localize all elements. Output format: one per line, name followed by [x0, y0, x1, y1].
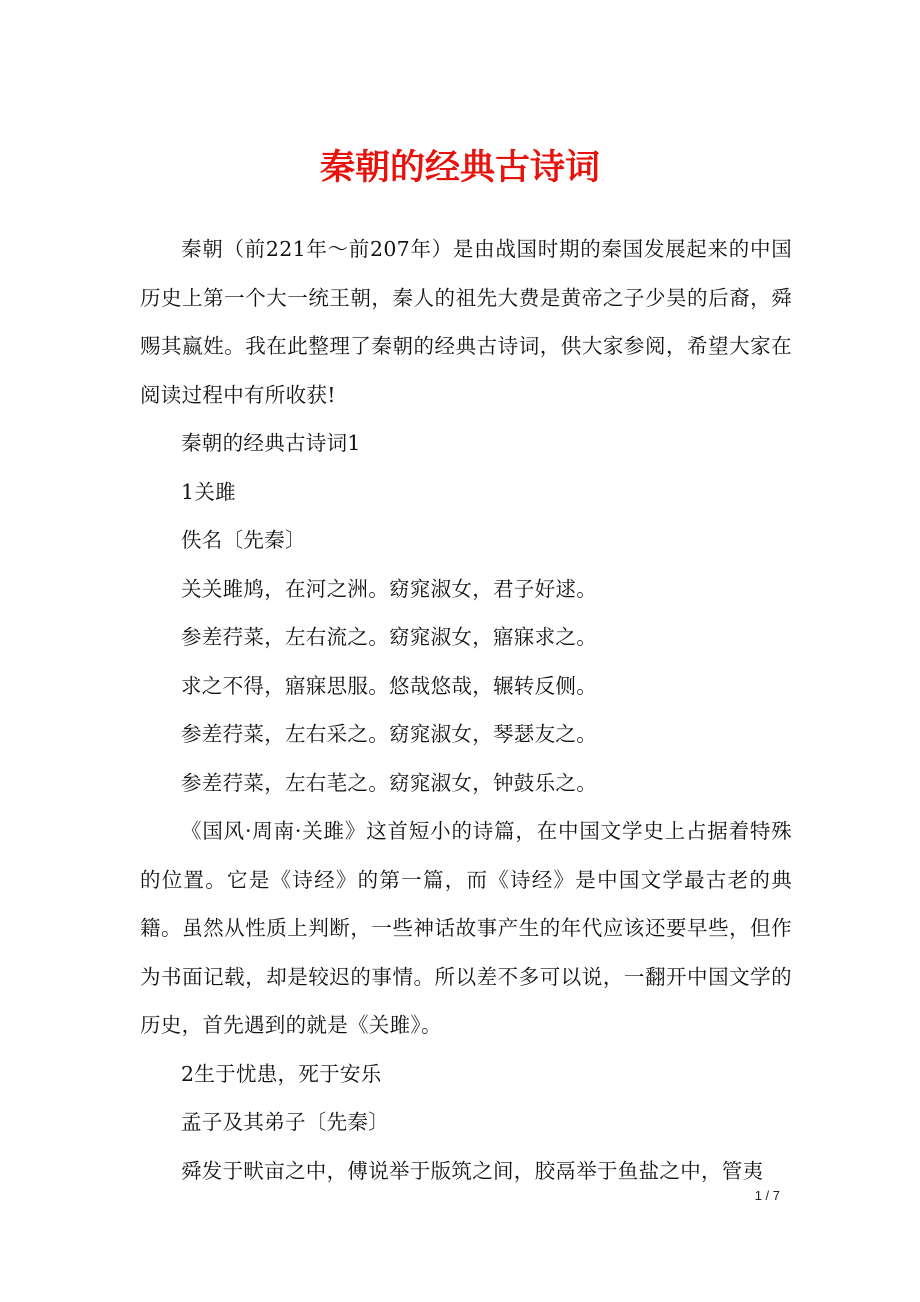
poem-author: 孟子及其弟子〔先秦〕	[181, 1110, 389, 1134]
poem-line: 舜发于畎亩之中，傅说举于版筑之间，胶鬲举于鱼盐之中，管夷	[181, 1158, 764, 1183]
poem-line: 参差荇菜，左右流之。窈窕淑女，寤寐求之。	[181, 625, 597, 649]
poem-title: 1关雎	[181, 479, 236, 504]
poem-line: 参差荇菜，左右芼之。窈窕淑女，钟鼓乐之。	[181, 770, 597, 795]
poem-line: 求之不得，寤寐思服。悠哉悠哉，辗转反侧。	[181, 673, 597, 698]
commentary-paragraph: 《国风·周南·关雎》这首短小的诗篇，在中国文学史上占据着特殊的位置。它是《诗经》的第一篇，而《诗经》是中国文学最古老的典籍。虽然从性质上判断，一些神话故事产生的年代应该还要早些，但作为书面记载，却是较迟的事情。所以差不多可以说，一翻开中国文学的历史，首先遇到的就是《关雎》。	[140, 819, 792, 1037]
poem-author: 佚名〔先秦〕	[181, 528, 306, 552]
poem-line: 参差荇菜，左右采之。窈窕淑女，琴瑟友之。	[181, 722, 597, 746]
document-body	[140, 225, 792, 1195]
page-title: 秦朝的经典古诗词	[319, 147, 600, 188]
intro-paragraph: 秦朝（前221年～前207年）是由战国时期的秦国发展起来的中国历史上第一个大一统王朝，秦人的祖先大费是黄帝之子少昊的后裔，舜赐其嬴姓。我在此整理了秦朝的经典古诗词，供大家参阅，希望大家在阅读过程中有所收获!	[140, 237, 792, 407]
poem-title: 2生于忧患，死于安乐	[181, 1061, 382, 1086]
page-number: 1 / 7	[754, 1188, 780, 1203]
section-heading: 秦朝的经典古诗词1	[181, 431, 361, 455]
poem-line: 关关雎鸠，在河之洲。窈窕淑女，君子好逑。	[181, 576, 597, 601]
